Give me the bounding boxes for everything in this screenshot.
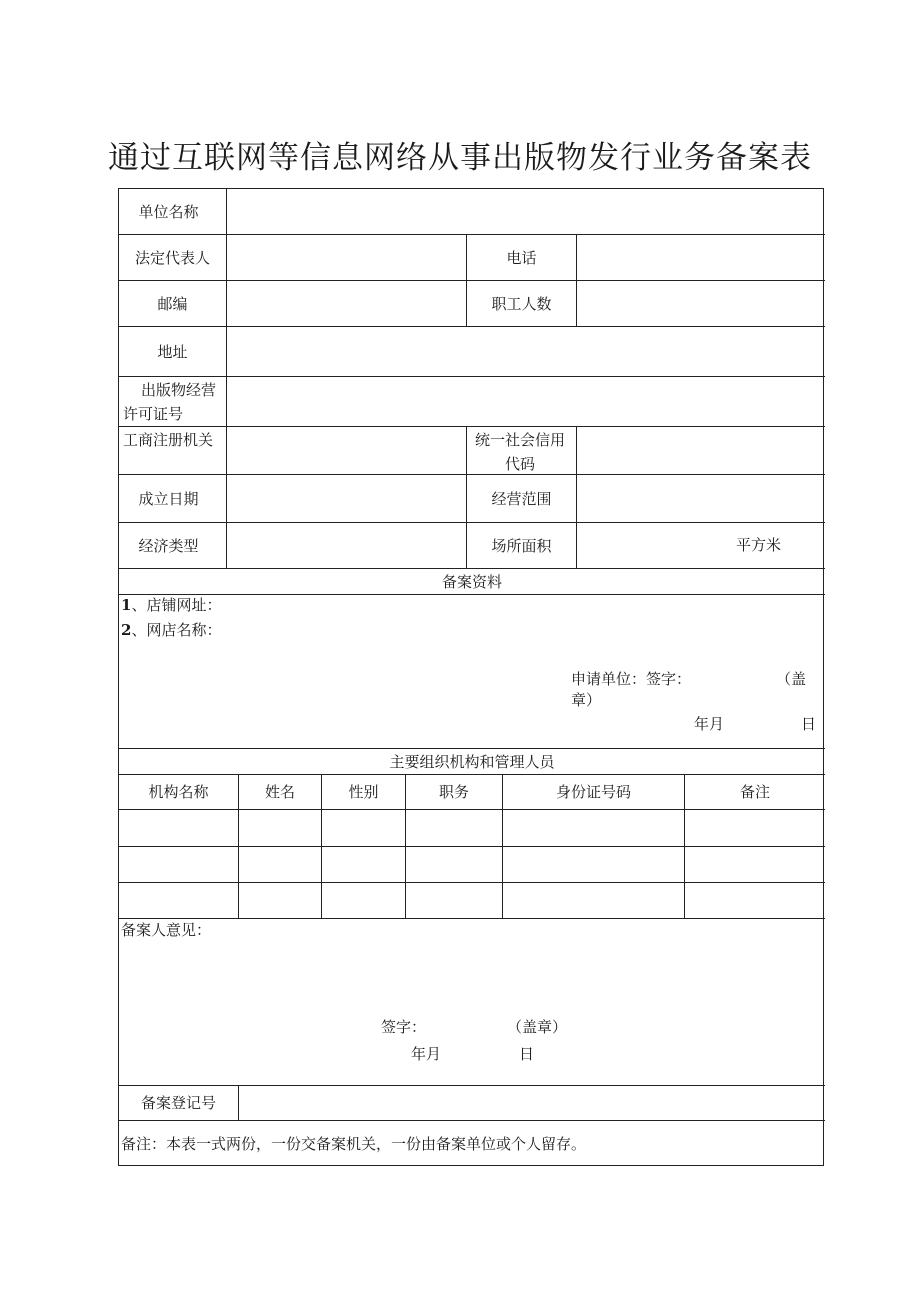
applicant-seal-label-line2: 章） [571,691,602,709]
personnel-header: 主要组织机构和管理人员 [389,752,555,771]
site-area-field[interactable] [577,523,824,568]
unit-name-field[interactable] [227,190,824,234]
address-field[interactable] [227,327,824,376]
shop-name-number: 2 [121,621,132,639]
postcode-field[interactable] [227,281,466,326]
registration-number-field[interactable] [239,1086,824,1120]
established-date-label: 成立日期 [138,489,199,508]
filing-materials-header: 备案资料 [441,572,502,591]
table-row[interactable] [119,810,825,846]
license-number-label-line1: 出版物经营 [141,381,217,399]
footnote: 备注：本表一式两份，一份交备案机关，一份由备案单位或个人留存。 [121,1135,587,1153]
applicant-seal-label: （盖 [776,670,807,688]
credit-code-label-line2: 代码 [505,455,536,473]
staff-count-label: 职工人数 [491,294,552,313]
legal-representative-field[interactable] [227,235,466,280]
shop-url-item [121,594,221,616]
staff-count-field[interactable] [577,281,824,326]
economic-type-label: 经济类型 [138,536,199,555]
site-area-unit: 平方米 [736,536,782,554]
shop-url-field[interactable] [239,595,739,617]
col-name: 姓名 [264,783,295,801]
opinion-date-day: 日 [519,1045,535,1063]
col-remarks: 备注 [739,783,770,801]
shop-name-field[interactable] [239,620,739,642]
applicant-date-year-month: 年月 [694,715,725,733]
table-row[interactable] [119,883,825,918]
phone-label: 电话 [506,248,537,267]
shop-name-item [121,619,221,641]
site-area-label: 场所面积 [491,536,552,555]
license-number-field[interactable] [227,377,824,426]
shop-name-label: 、网店名称： [131,621,222,639]
form-title: 通过互联网等信息网络从事出版物发行业务备案表 [108,140,812,176]
registration-number-label: 备案登记号 [140,1094,216,1112]
registration-authority-label: 工商注册机关 [123,431,214,449]
license-number-label-line2: 许可证号 [123,405,184,423]
credit-code-field[interactable] [577,427,824,474]
economic-type-field[interactable] [227,523,466,568]
shop-url-label: 、店铺网址： [131,596,222,614]
business-scope-label: 经营范围 [491,489,552,508]
legal-representative-label: 法定代表人 [134,248,210,267]
applicant-signature-label: 申请单位：签字： [571,670,692,688]
col-id-number: 身份证号码 [555,783,631,801]
phone-field[interactable] [577,235,824,280]
opinion-signature-label: 签字： [381,1018,427,1036]
opinion-label: 备案人意见： [121,921,212,939]
table-row[interactable] [119,847,825,882]
filing-form-table [118,188,824,1166]
applicant-date-day: 日 [801,715,817,733]
business-scope-field[interactable] [577,475,824,522]
col-position: 职务 [438,783,469,801]
established-date-field[interactable] [227,475,466,522]
opinion-seal-label: （盖章） [507,1018,568,1036]
credit-code-label-line1: 统一社会信用 [475,431,566,449]
postcode-label: 邮编 [157,294,188,313]
address-label: 地址 [157,342,188,361]
unit-name-label: 单位名称 [138,202,199,221]
col-organization-name: 机构名称 [148,783,209,801]
registration-authority-field[interactable] [227,427,466,474]
shop-url-number: 1 [121,596,132,614]
opinion-field[interactable] [121,943,821,1013]
opinion-date-year-month: 年月 [411,1045,442,1063]
col-gender: 性别 [348,783,379,801]
